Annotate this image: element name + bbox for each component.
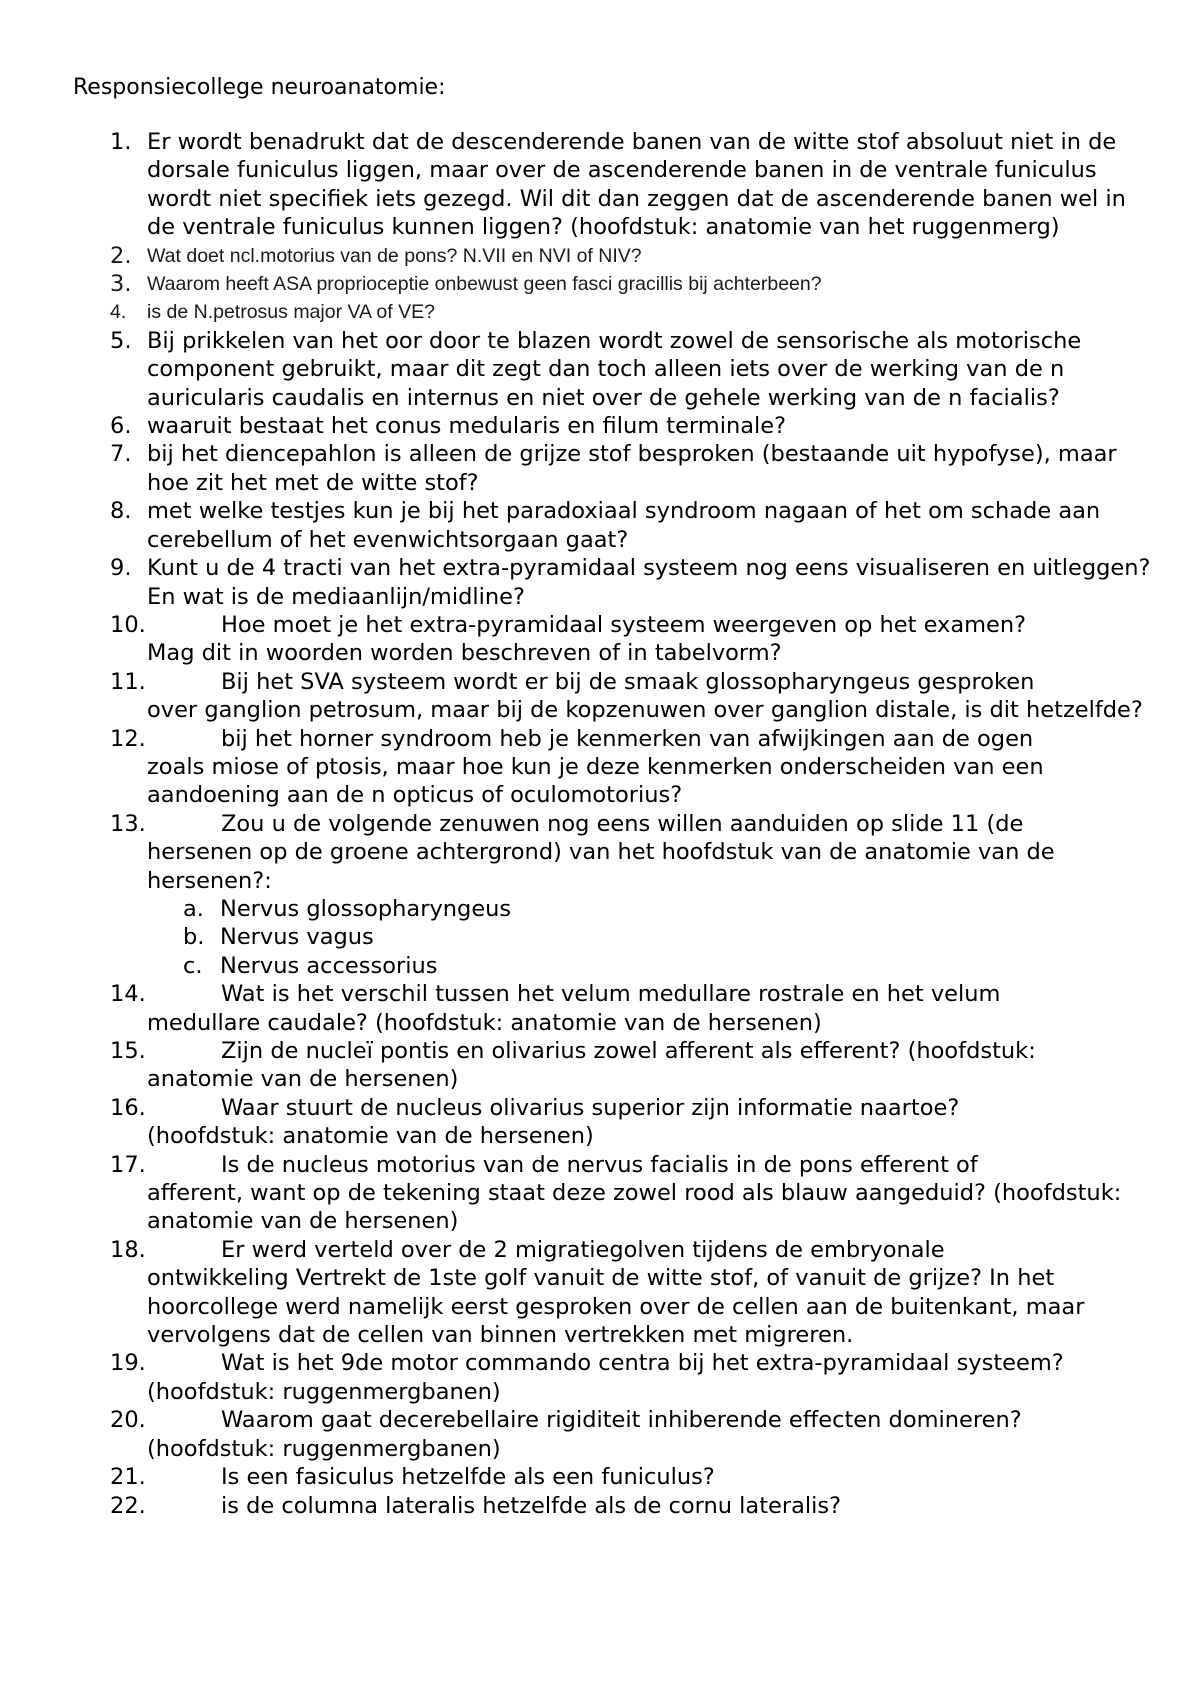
- question-text: waaruit bestaat het conus medularis en filum terminale?: [147, 413, 787, 440]
- question-item: [0, 298, 1200, 326]
- question-text: met welke testjes kun je bij het paradoxiaal syndroom nagaan of het om schade aan cerebellum of het evenwichtsorgaan gaat?: [147, 498, 1101, 553]
- question-text-first-line: Waarom gaat decerebellaire rigiditeit inhiberende effecten domineren?: [221, 1407, 1022, 1434]
- question-text-first-line: Is de nucleus motorius van de nervus facialis in de pons efferent of: [221, 1151, 978, 1178]
- question-text-rest: Mag dit in woorden worden beschreven of in tabelvorm?: [147, 640, 782, 667]
- question-number: 13.: [110, 810, 146, 837]
- question-item: [0, 611, 1200, 668]
- question-item: [0, 1094, 1200, 1151]
- question-text: Wat doet ncl.motorius van de pons? N.VII en NVI of NIV?: [147, 244, 642, 267]
- question-text-first-line: Is een fasiculus hetzelfde als een funiculus?: [221, 1464, 715, 1491]
- question-text-first-line: Zijn de nucleï pontis en olivarius zowel afferent als efferent? (hoofdstuk:: [221, 1038, 1036, 1064]
- question-list: [0, 128, 1200, 1520]
- question-text: Bij prikkelen van het oor door te blazen wordt zowel de sensorische als motorische component gebruikt, maar dit zegt dan toch alleen iets over de werking van de n auricularis caudalis en internus en niet over de gehele werking van de n facialis?: [147, 327, 1082, 411]
- question-number: 18.: [110, 1236, 146, 1263]
- question-number: 3.: [110, 271, 132, 298]
- question-item: [0, 440, 1200, 497]
- sub-item-letter: c.: [183, 952, 203, 979]
- question-number: 22.: [110, 1492, 146, 1519]
- question-item: [0, 1151, 1200, 1236]
- question-text-rest: (hoofdstuk: ruggenmergbanen): [147, 1378, 501, 1405]
- question-text-rest: medullare caudale? (hoofdstuk: anatomie van de hersenen): [147, 1009, 822, 1036]
- question-text-rest: (hoofdstuk: ruggenmergbanen): [147, 1435, 501, 1462]
- question-number: 1.: [110, 129, 132, 155]
- question-text-first-line: Bij het SVA systeem wordt er bij de smaak glossopharyngeus gesproken: [221, 668, 1035, 695]
- question-number: 4.: [110, 301, 127, 324]
- question-number: 2.: [110, 242, 132, 269]
- question-text-first-line: Waar stuurt de nucleus olivarius superior zijn informatie naartoe?: [221, 1094, 960, 1121]
- sub-item-text: Nervus vagus: [220, 924, 374, 951]
- sub-item: [0, 923, 1200, 951]
- question-number: 10.: [110, 611, 146, 638]
- question-text-first-line: bij het horner syndroom heb je kenmerken van afwijkingen aan de ogen: [221, 725, 1034, 752]
- question-number: 6.: [110, 413, 132, 440]
- question-item: [0, 1463, 1200, 1491]
- question-item: [0, 1236, 1200, 1350]
- question-text-first-line: Hoe moet je het extra-pyramidaal systeem weergeven op het examen?: [221, 611, 1027, 638]
- question-number: 9.: [110, 555, 132, 582]
- question-number: 21.: [110, 1464, 146, 1491]
- question-text: bij het diencepahlon is alleen de grijze stof besproken (bestaande uit hypofyse), maar hoe zit het met de witte stof?: [147, 441, 1117, 496]
- question-text-rest: ontwikkeling Vertrekt de 1ste golf vanuit de witte stof, of vanuit de grijze? In het hoorcollege werd namelijk eerst gesproken over de cellen aan de buitenkant, maar vervolgens dat de cellen van binnen vertrekken met migreren.: [147, 1265, 1085, 1349]
- question-item: [0, 1037, 1200, 1094]
- question-text-first-line: Wat is het 9de motor commando centra bij het extra-pyramidaal systeem?: [221, 1350, 1064, 1377]
- sub-item: [0, 952, 1200, 980]
- sub-item-letter: a.: [183, 895, 204, 922]
- question-text-rest: afferent, want op de tekening staat deze zowel rood als blauw aangeduid? (hoofdstuk: anatomie van de hersenen): [147, 1180, 1122, 1235]
- question-item: [0, 668, 1200, 725]
- question-item: [0, 980, 1200, 1037]
- question-text: is de N.petrosus major VA of VE?: [147, 301, 435, 324]
- question-text-first-line: Zou u de volgende zenuwen nog eens willen aanduiden op slide 11 (de: [221, 810, 1024, 837]
- sub-item: [0, 895, 1200, 923]
- question-number: 19.: [110, 1350, 146, 1377]
- sub-item-text: Nervus accessorius: [220, 952, 438, 979]
- sub-item-letter: b.: [183, 924, 205, 951]
- question-item: [0, 497, 1200, 554]
- question-text-first-line: Wat is het verschil tussen het velum medullare rostrale en het velum: [221, 981, 1001, 1008]
- question-text-first-line: is de columna lateralis hetzelfde als de cornu lateralis?: [221, 1492, 842, 1519]
- question-text-rest: zoals miose of ptosis, maar hoe kun je deze kenmerken onderscheiden van een aandoening aan de n opticus of oculomotorius?: [147, 753, 1044, 809]
- question-number: 17.: [110, 1151, 146, 1178]
- question-text-rest: over ganglion petrosum, maar bij de kopzenuwen over ganglion distale, is dit hetzelfde?: [147, 697, 1143, 724]
- question-number: 5.: [110, 327, 132, 354]
- sub-item-text: Nervus glossopharyngeus: [220, 895, 512, 922]
- question-number: 16.: [110, 1094, 146, 1121]
- question-item: [0, 1492, 1200, 1520]
- question-item: [0, 725, 1200, 810]
- question-item: [0, 412, 1200, 440]
- question-item: [0, 327, 1200, 412]
- question-item: [0, 128, 1200, 242]
- question-text: Er wordt benadrukt dat de descenderende banen van de witte stof absoluut niet in de dorsale funiculus liggen, maar over de ascenderende banen in de ventrale funiculus wordt niet specifiek iets gezegd. Wil dit dan zeggen dat de ascenderende banen wel in de ventrale funiculus kunnen liggen? (hoofdstuk: anatomie van het ruggenmerg): [147, 129, 1126, 241]
- question-item: [0, 810, 1200, 895]
- question-item: [0, 270, 1200, 298]
- question-text: Kunt u de 4 tracti van het extra-pyramidaal systeem nog eens visualiseren en uitleggen? En wat is de mediaanlijn/midline?: [147, 555, 1151, 610]
- question-text: Waarom heeft ASA proprioceptie onbewust geen fasci gracillis bij achterbeen?: [147, 273, 822, 296]
- question-number: 8.: [110, 498, 132, 525]
- question-text-first-line: Er werd verteld over de 2 migratiegolven tijdens de embryonale: [221, 1236, 945, 1263]
- question-number: 14.: [110, 981, 146, 1008]
- question-item: [0, 554, 1200, 611]
- question-text-rest: hersenen op de groene achtergrond) van het hoofdstuk van de anatomie van de hersenen?:: [147, 839, 1055, 894]
- question-number: 11.: [110, 668, 146, 695]
- question-number: 7.: [110, 441, 132, 468]
- question-number: 15.: [110, 1038, 146, 1064]
- question-text-rest: (hoofdstuk: anatomie van de hersenen): [147, 1123, 594, 1150]
- question-item: [0, 1406, 1200, 1463]
- question-number: 20.: [110, 1407, 146, 1434]
- question-text-rest: anatomie van de hersenen): [147, 1066, 459, 1093]
- question-item: [0, 242, 1200, 270]
- question-item: [0, 1349, 1200, 1406]
- question-number: 12.: [110, 725, 146, 752]
- page-title: Responsiecollege neuroanatomie:: [73, 75, 446, 100]
